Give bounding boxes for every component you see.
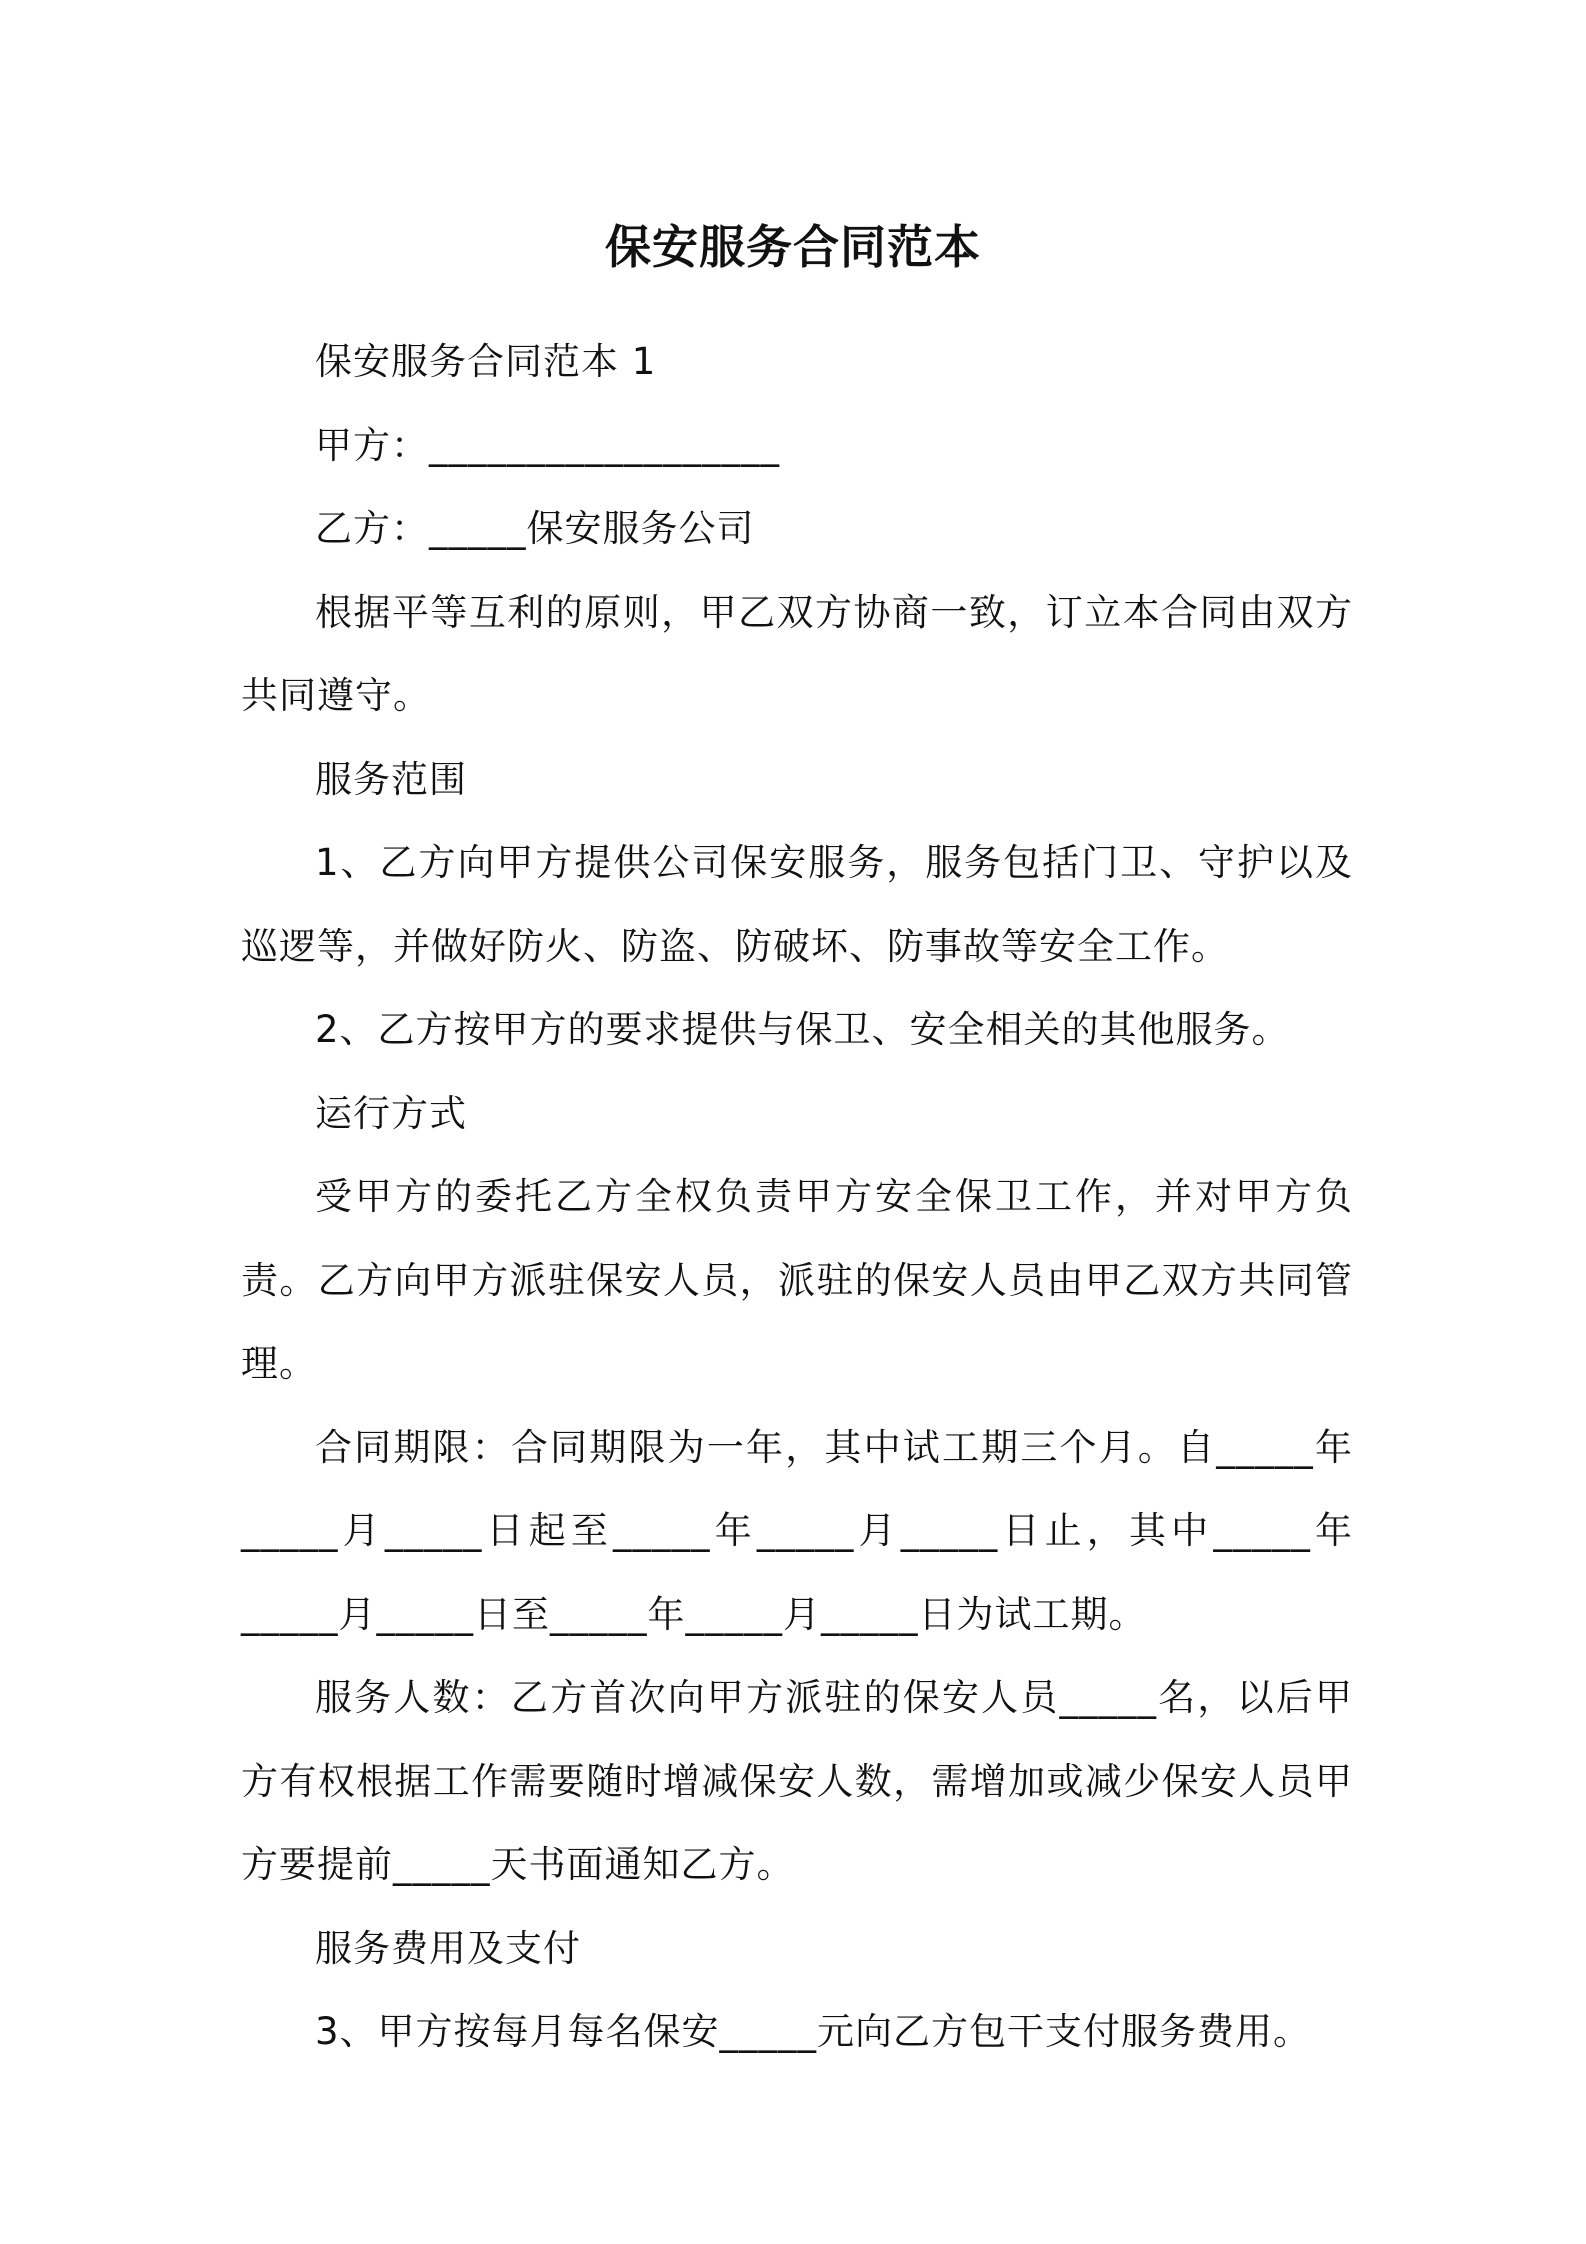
paragraph-party-a: 甲方：__________________ [315, 423, 780, 467]
paragraph-clause-2: 2、乙方按甲方的要求提供与保卫、安全相关的其他服务。 [315, 1008, 1290, 1051]
document-body [241, 320, 1353, 2074]
paragraph-operation: 受甲方的委托乙方全权负责甲方安全保卫工作，并对甲方负责。乙方向甲方派驻保安人员，派驻的保安人员由甲乙双方共同管理。 [241, 1175, 1353, 1385]
paragraph-party-b: 乙方：_____保安服务公司 [315, 507, 755, 550]
paragraph-contract-term: 合同期限：合同期限为一年，其中试工期三个月。自_____年_____月_____日起至_____年_____月_____日止，其中_____年_____月_____日至_____年_____月_____日为试工期。 [241, 1425, 1353, 1636]
paragraph-clause-1: 1、乙方向甲方提供公司保安服务，服务包括门卫、守护以及巡逻等，并做好防火、防盗、防破坏、防事故等安全工作。 [241, 841, 1353, 968]
heading-service-scope: 服务范围 [315, 757, 467, 801]
heading-operation-mode: 运行方式 [315, 1091, 467, 1135]
heading-fees-payment: 服务费用及支付 [315, 1926, 581, 1970]
paragraph-staff-count: 服务人数：乙方首次向甲方派驻的保安人员_____名，以后甲方有权根据工作需要随时增减保安人数，需增加或减少保安人员甲方要提前_____天书面通知乙方。 [241, 1676, 1353, 1886]
document-title: 保安服务合同范本 [605, 220, 981, 274]
paragraph-clause-3: 3、甲方按每月每名保安_____元向乙方包干支付服务费用。 [315, 2010, 1312, 2053]
paragraph-principle: 根据平等互利的原则，甲乙双方协商一致，订立本合同由双方共同遵守。 [241, 590, 1353, 717]
paragraph-subtitle: 保安服务合同范本 1 [315, 340, 657, 383]
